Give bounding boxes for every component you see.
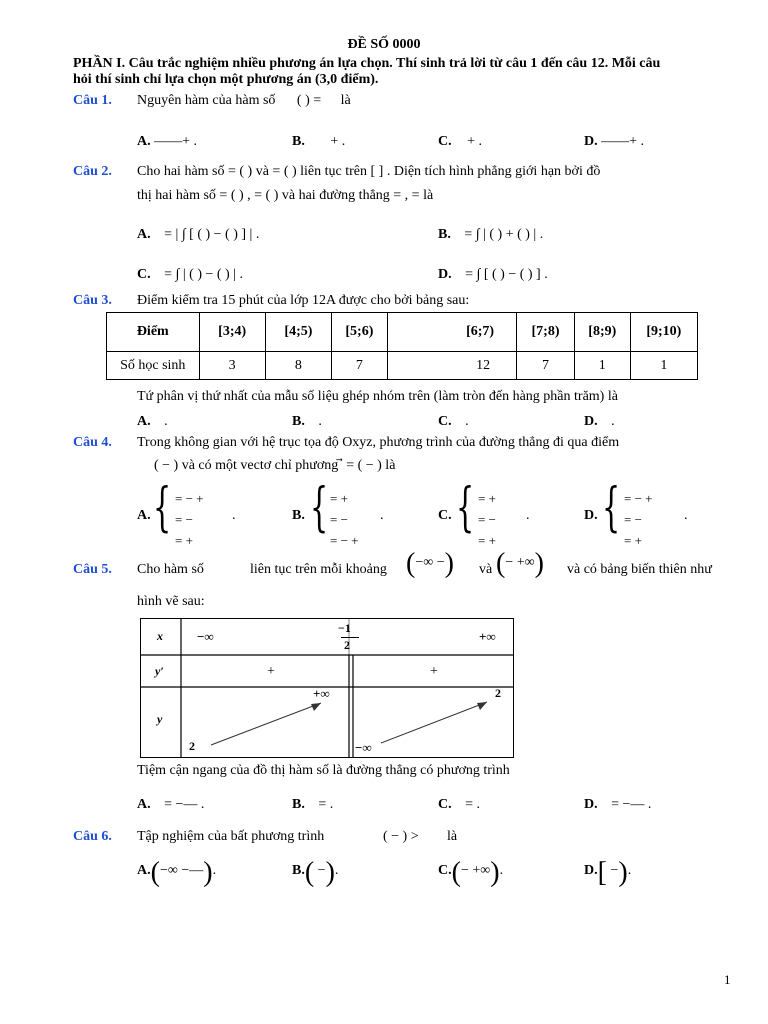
system-lines	[478, 488, 496, 551]
system-line: = − +	[330, 533, 359, 548]
system-brace: {	[602, 478, 621, 538]
option-text: = −— .	[611, 797, 652, 812]
option-letter: A.	[137, 863, 151, 878]
system-line: = +	[478, 533, 496, 548]
system-lines	[330, 488, 359, 551]
q6-option-d[interactable]	[584, 859, 631, 887]
q4-line2: ( − ) và có một vectơ chỉ phương ⃗ = ( − ) là	[154, 458, 396, 473]
option-text: .	[465, 414, 469, 429]
q2-option-c[interactable]	[137, 267, 243, 283]
option-text: ——+ .	[154, 134, 198, 149]
q2-label: Câu 2.	[73, 164, 112, 179]
option-text: + .	[330, 134, 346, 149]
q4-line1: Trong không gian với hệ trục tọa độ Oxyz, phương trình của đường thẳng đi qua điểm	[137, 435, 620, 450]
system-line: = −	[624, 512, 642, 527]
q5-option-a[interactable]	[137, 797, 204, 813]
vt-plus-right: +	[430, 664, 438, 679]
paren-close: )	[444, 548, 454, 579]
table-row	[107, 352, 698, 380]
option-text: ——+ .	[601, 134, 645, 149]
vt-y-label: y	[157, 712, 163, 726]
option-letter: D.	[584, 414, 598, 429]
q5-interval2	[496, 550, 544, 578]
q3-option-d[interactable]	[584, 414, 615, 430]
q6-option-b[interactable]	[292, 859, 338, 887]
option-text: = ∫ | ( ) − ( ) | .	[164, 267, 244, 282]
option-dot: .	[526, 508, 530, 523]
q3-option-c[interactable]	[438, 414, 469, 430]
q1-option-b[interactable]	[292, 134, 345, 150]
q1-label: Câu 1.	[73, 93, 112, 108]
option-dot: .	[232, 508, 236, 523]
q2-option-d[interactable]	[438, 267, 548, 283]
option-letter: D.	[584, 134, 598, 149]
paren-close: )	[534, 548, 544, 579]
table-cell: 7	[332, 352, 388, 380]
q3-option-a[interactable]	[137, 414, 168, 430]
q5-option-c[interactable]	[438, 797, 480, 813]
page-number: 1	[724, 972, 731, 987]
option-letter: D.	[584, 863, 598, 878]
table-cell: 8	[265, 352, 331, 380]
q2-option-b[interactable]	[438, 227, 543, 243]
q1-text-b: ( ) =	[296, 93, 322, 108]
vt-mid-num: −1	[338, 621, 351, 635]
system-line: = − +	[175, 491, 204, 506]
vt-plus-left: +	[267, 664, 275, 679]
q1-text	[137, 93, 351, 109]
paren-open: (	[451, 857, 461, 888]
option-text: + .	[467, 134, 483, 149]
option-letter: A.	[137, 134, 151, 149]
q6-text-a: Tập nghiệm của bất phương trình	[137, 829, 325, 844]
option-dot: .	[334, 863, 339, 878]
table-header-cell: Điểm	[107, 313, 200, 352]
exam-title: ĐỀ SỐ 0000	[347, 37, 421, 52]
table-header-cell: [5;6)	[332, 313, 388, 352]
q2-line1: Cho hai hàm số = ( ) và = ( ) liên tục trên [ ] . Diện tích hình phẳng giới hạn bởi đồ	[137, 164, 601, 179]
option-dot: .	[212, 863, 217, 878]
q1-text-c: là	[340, 93, 351, 108]
option-dot: .	[627, 863, 632, 878]
q5-question: Tiệm cận ngang của đồ thị hàm số là đường thẳng có phương trình	[137, 763, 510, 778]
q3-question: Tứ phân vị thứ nhất của mẫu số liệu ghép nhóm trên (làm tròn đến hàng phần trăm) là	[137, 389, 618, 404]
option-letter: C.	[438, 414, 452, 429]
option-dot: .	[684, 508, 688, 523]
option-text: .	[164, 414, 168, 429]
option-letter: D.	[584, 797, 598, 812]
option-text: = .	[465, 797, 481, 812]
vt-yprime-label: y′	[155, 664, 164, 678]
part1-instructions	[73, 56, 735, 88]
vt-left-low: 2	[189, 739, 195, 753]
table-cell: 7	[517, 352, 575, 380]
table-header-row	[107, 313, 698, 352]
option-text: = ∫ | ( ) + ( ) | .	[464, 227, 544, 242]
vt-right-high: 2	[495, 686, 501, 700]
q6-label: Câu 6.	[73, 829, 112, 844]
option-letter: B.	[292, 863, 305, 878]
q6-option-c[interactable]	[438, 859, 503, 887]
q3-option-b[interactable]	[292, 414, 322, 430]
table-header-cell: [9;10)	[630, 313, 697, 352]
system-brace: {	[153, 478, 172, 538]
bracket-open: [	[597, 857, 607, 888]
q3-label: Câu 3.	[73, 293, 112, 308]
option-dot: .	[499, 863, 504, 878]
system-line: = −	[330, 512, 348, 527]
option-letter: B.	[292, 414, 305, 429]
option-text: = .	[318, 797, 334, 812]
vt-pos-inf: +∞	[479, 629, 496, 644]
paren-close: )	[325, 857, 335, 888]
q5-line1d: và có bảng biến thiên như	[567, 562, 712, 577]
paren-open: (	[496, 548, 506, 579]
system-line: = +	[624, 533, 642, 548]
q5-line1b: liên tục trên mỗi khoảng	[250, 562, 387, 577]
table-header-cell: [8;9)	[574, 313, 630, 352]
option-text: −	[314, 863, 326, 878]
q1-option-d[interactable]	[584, 134, 644, 150]
score-table	[106, 312, 698, 380]
system-line: = −	[175, 512, 193, 527]
system-line: = −	[478, 512, 496, 527]
q1-option-a[interactable]	[137, 134, 197, 150]
table-cell: 1	[630, 352, 697, 380]
option-text: = | ∫ [ ( ) − ( ) ] | .	[164, 227, 260, 242]
option-text: − +∞	[460, 863, 491, 878]
part1-line2: hỏi thí sinh chỉ lựa chọn một phương án (3,0 điểm).	[73, 72, 379, 87]
vt-neg-inf: −∞	[197, 629, 214, 644]
q2-line2: thị hai hàm số = ( ) , = ( ) và hai đường thẳng = , = là	[137, 188, 434, 203]
q5-interval1	[406, 550, 454, 578]
option-text: .	[611, 414, 615, 429]
system-lines	[175, 488, 204, 551]
system-lines	[624, 488, 653, 551]
option-letter: C.	[438, 797, 452, 812]
variation-table	[140, 618, 514, 758]
option-letter: A.	[137, 508, 151, 523]
vt-x-label: x	[157, 629, 163, 643]
table-cell: 1	[574, 352, 630, 380]
interval-text: − +∞	[505, 555, 535, 570]
option-letter: A.	[137, 797, 151, 812]
paren-open: (	[304, 857, 315, 888]
system-line: = +	[175, 533, 193, 548]
q3-text: Điểm kiểm tra 15 phút của lớp 12A được cho bởi bảng sau:	[137, 293, 470, 308]
option-text: −∞ −—	[159, 863, 204, 878]
option-dot: .	[380, 508, 384, 523]
option-text: = −— .	[164, 797, 205, 812]
table-cell: 12	[387, 352, 516, 380]
vt-right-low: −∞	[355, 740, 372, 755]
table-cell: 3	[199, 352, 265, 380]
paren-close: )	[618, 857, 628, 888]
vt-mid-den: 2	[344, 638, 350, 652]
option-text: −	[606, 863, 619, 878]
q4-label: Câu 4.	[73, 435, 112, 450]
option-letter: A.	[137, 227, 151, 242]
option-letter: D.	[584, 508, 598, 523]
paren-open: (	[150, 857, 160, 888]
option-letter: B.	[438, 227, 451, 242]
system-line: = +	[478, 491, 496, 506]
option-letter: C.	[438, 508, 452, 523]
paren-close: )	[203, 857, 213, 888]
paren-close: )	[490, 857, 500, 888]
q5-line2: hình vẽ sau:	[137, 594, 205, 609]
option-letter: C.	[137, 267, 151, 282]
table-row-label: Số học sinh	[107, 352, 200, 380]
table-header-cell: [6;7)	[387, 313, 516, 352]
part1-line1: PHẦN I. Câu trắc nghiệm nhiều phương án lựa chọn. Thí sinh trả lời từ câu 1 đến câu 12. Mỗi câu	[73, 56, 661, 71]
system-brace: {	[310, 478, 329, 538]
q6-option-a[interactable]	[137, 859, 216, 887]
option-letter: A.	[137, 414, 151, 429]
option-letter: B.	[292, 134, 305, 149]
paren-open: (	[406, 548, 416, 579]
q2-option-a[interactable]	[137, 227, 259, 243]
vt-left-high: +∞	[313, 686, 330, 701]
system-line: = − +	[624, 491, 653, 506]
option-letter: C.	[438, 134, 452, 149]
q5-line1c: và	[479, 562, 493, 577]
table-header-cell: [7;8)	[517, 313, 575, 352]
option-text: .	[318, 414, 322, 429]
q1-text-a: Nguyên hàm của hàm số	[137, 93, 276, 108]
q5-label: Câu 5.	[73, 562, 112, 577]
option-letter: B.	[292, 508, 305, 523]
table-header-cell: [3;4)	[199, 313, 265, 352]
q5-line1a: Cho hàm số	[137, 562, 204, 577]
option-letter: B.	[292, 797, 305, 812]
option-letter: D.	[438, 267, 452, 282]
option-letter: C.	[438, 863, 452, 878]
system-line: = +	[330, 491, 348, 506]
q6-text-b: ( − ) >	[383, 829, 419, 844]
q6-text-c: là	[447, 829, 458, 844]
table-header-cell: [4;5)	[265, 313, 331, 352]
q5-option-b[interactable]	[292, 797, 333, 813]
q1-option-c[interactable]	[438, 134, 482, 150]
q5-option-d[interactable]	[584, 797, 651, 813]
interval-text: −∞ −	[415, 555, 445, 570]
option-text: = ∫ [ ( ) − ( ) ] .	[465, 267, 548, 282]
system-brace: {	[456, 478, 475, 538]
